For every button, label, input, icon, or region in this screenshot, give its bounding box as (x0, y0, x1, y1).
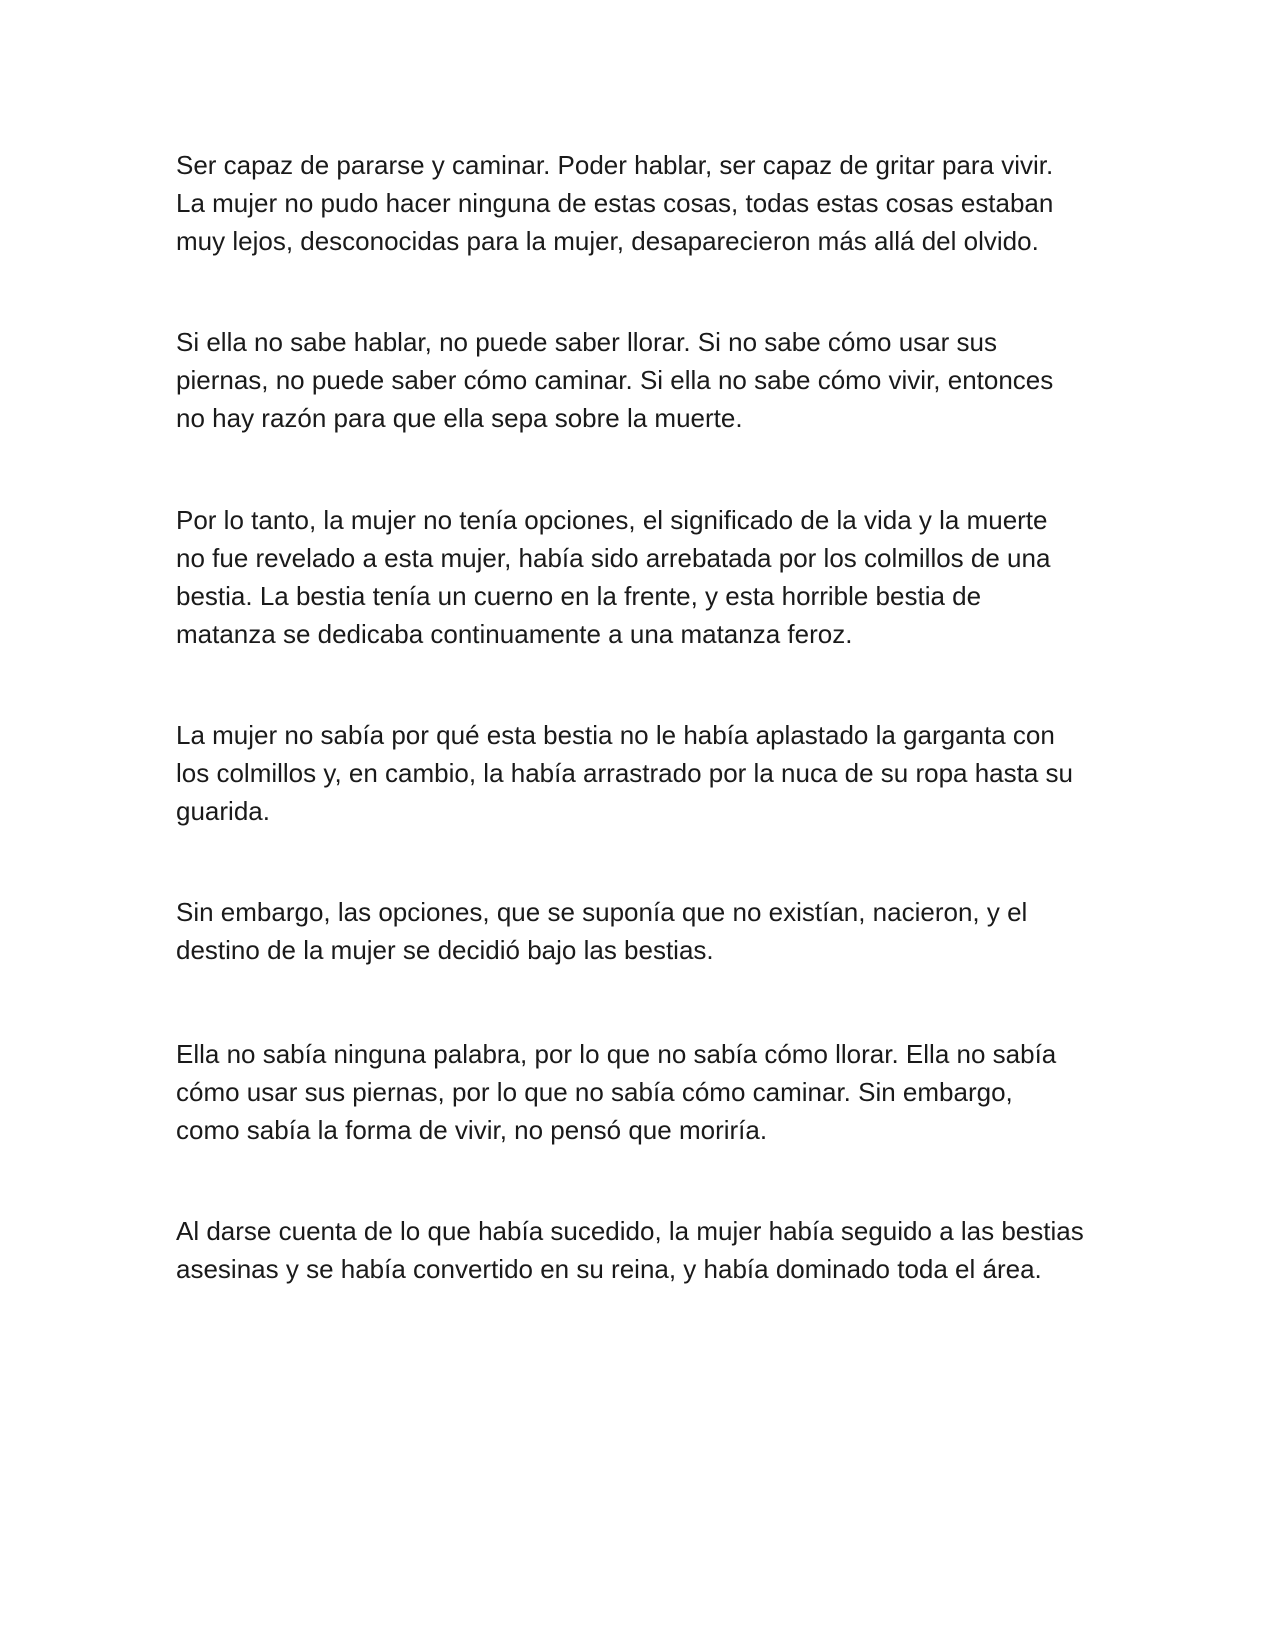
paragraph-4 (176, 716, 1176, 830)
paragraph-line: Al darse cuenta de lo que había sucedido, la mujer había seguido a las bestias (176, 1216, 1084, 1246)
paragraph-3 (176, 501, 1176, 653)
paragraph-line: los colmillos y, en cambio, la había arrastrado por la nuca de su ropa hasta su (176, 758, 1073, 788)
paragraph-line: piernas, no puede saber cómo caminar. Si ella no sabe cómo vivir, entonces (176, 365, 1054, 395)
paragraph-line: asesinas y se había convertido en su reina, y había dominado toda el área. (176, 1254, 1042, 1284)
paragraph-7 (176, 1212, 1176, 1288)
paragraph-6 (176, 1035, 1176, 1149)
paragraph-line: destino de la mujer se decidió bajo las bestias. (176, 935, 714, 965)
paragraph-line: cómo usar sus piernas, por lo que no sabía cómo caminar. Sin embargo, (176, 1077, 1013, 1107)
paragraph-line: matanza se dedicaba continuamente a una matanza feroz. (176, 619, 853, 649)
paragraph-line: muy lejos, desconocidas para la mujer, desaparecieron más allá del olvido. (176, 226, 1039, 256)
paragraph-line: guarida. (176, 796, 270, 826)
paragraph-line: Por lo tanto, la mujer no tenía opciones, el significado de la vida y la muerte (176, 505, 1048, 535)
paragraph-1 (176, 146, 1176, 260)
paragraph-line: Si ella no sabe hablar, no puede saber llorar. Si no sabe cómo usar sus (176, 327, 997, 357)
paragraph-line: como sabía la forma de vivir, no pensó que moriría. (176, 1115, 768, 1145)
paragraph-2 (176, 323, 1176, 437)
paragraph-line: Ser capaz de pararse y caminar. Poder hablar, ser capaz de gritar para vivir. (176, 150, 1054, 180)
paragraph-line: bestia. La bestia tenía un cuerno en la frente, y esta horrible bestia de (176, 581, 982, 611)
paragraph-5 (176, 893, 1176, 969)
paragraph-line: La mujer no sabía por qué esta bestia no le había aplastado la garganta con (176, 720, 1055, 750)
paragraph-line: no fue revelado a esta mujer, había sido arrebatada por los colmillos de una (176, 543, 1051, 573)
paragraph-line: Ella no sabía ninguna palabra, por lo que no sabía cómo llorar. Ella no sabía (176, 1039, 1057, 1069)
paragraph-line: Sin embargo, las opciones, que se suponía que no existían, nacieron, y el (176, 897, 1028, 927)
paragraph-line: La mujer no pudo hacer ninguna de estas cosas, todas estas cosas estaban (176, 188, 1054, 218)
paragraph-line: no hay razón para que ella sepa sobre la muerte. (176, 403, 743, 433)
